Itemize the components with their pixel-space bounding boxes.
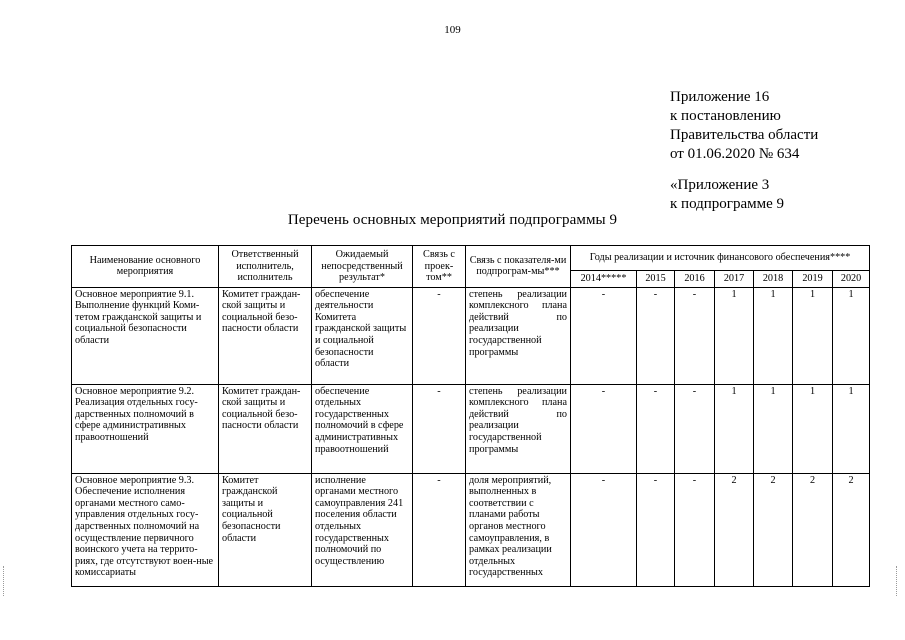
cell-year-value: 1 <box>833 384 870 473</box>
appendix-line: Правительства области <box>670 127 819 143</box>
cell-expected-result: обеспечение отдельных государственных полномочий в сфере административных правоотношений <box>312 384 413 473</box>
header-year: 2020 <box>833 271 870 288</box>
cell-measure-name: Основное мероприятие 9.2. Реализация отдельных госу-дарственных полномочий в сфере административных правоотношений <box>72 384 219 473</box>
appendix-header <box>670 88 818 164</box>
cell-year-value: 2 <box>754 473 793 586</box>
cell-year-value: 2 <box>793 473 833 586</box>
cell-indicators-link: доля мероприятий, выполненных в соответствии с планами работы органов местного самоуправления, в рамках реализации отдельных государственных <box>466 473 571 586</box>
cell-projects-link: - <box>413 384 466 473</box>
header-measure-name: Наименование основного мероприятия <box>72 246 219 288</box>
cell-year-value: - <box>637 384 675 473</box>
cell-year-value: - <box>637 287 675 384</box>
header-year: 2015 <box>637 271 675 288</box>
cell-projects-link: - <box>413 473 466 586</box>
header-year: 2019 <box>793 271 833 288</box>
cell-year-value: 1 <box>754 384 793 473</box>
document-title: Перечень основных мероприятий подпрограммы 9 <box>287 212 618 228</box>
cell-year-value: 1 <box>754 287 793 384</box>
table-row <box>72 473 870 586</box>
cell-indicators-link: степень реализации комплексного плана действий по реализации государственной программы <box>466 287 571 384</box>
appendix-line: к постановлению <box>670 108 781 124</box>
header-year: 2014***** <box>571 271 637 288</box>
cell-indicators-link: степень реализации комплексного плана действий по реализации государственной программы <box>466 384 571 473</box>
cell-executor: Комитет граждан-ской защиты и социальной безо-пасности области <box>219 287 312 384</box>
quoted-appendix-line: «Приложение 3 <box>670 177 770 193</box>
header-expected-result: Ожидаемый непосредственный результат* <box>312 246 413 288</box>
cell-year-value: 2 <box>833 473 870 586</box>
appendix-line: Приложение 16 <box>670 89 770 105</box>
cell-year-value: - <box>571 287 637 384</box>
scan-edge-mark-left <box>3 566 7 596</box>
table-header-row <box>72 246 870 271</box>
header-indicators-link: Связь с показателя-ми подпрограм-мы*** <box>466 246 571 288</box>
header-projects-link: Связь с проек-том** <box>413 246 466 288</box>
quoted-appendix-header <box>670 176 784 214</box>
measures-table <box>71 245 870 587</box>
header-executor: Ответственный исполнитель, исполнитель <box>219 246 312 288</box>
cell-year-value: - <box>675 287 715 384</box>
cell-year-value: 1 <box>793 287 833 384</box>
page-number: 109 <box>444 24 461 36</box>
cell-projects-link: - <box>413 287 466 384</box>
cell-year-value: 1 <box>715 384 754 473</box>
cell-measure-name: Основное мероприятие 9.3. Обеспечение исполнения органами местного само-управления отдельных госу-дарственных полномочий на осуществление первичного воинского учета на террито-риях, где отсутствуют воен-ные комиссариаты <box>72 473 219 586</box>
cell-year-value: 1 <box>833 287 870 384</box>
cell-expected-result: исполнение органами местного самоуправления 241 поселения области отдельных государственных полномочий по осуществлению <box>312 473 413 586</box>
cell-year-value: 2 <box>715 473 754 586</box>
cell-year-value: - <box>675 473 715 586</box>
appendix-line: от 01.06.2020 № 634 <box>670 146 800 162</box>
header-years-group: Годы реализации и источник финансового обеспечения**** <box>571 246 870 271</box>
header-year: 2017 <box>715 271 754 288</box>
cell-year-value: 1 <box>793 384 833 473</box>
header-year: 2016 <box>675 271 715 288</box>
cell-year-value: - <box>637 473 675 586</box>
table-row <box>72 384 870 473</box>
quoted-appendix-line: к подпрограмме 9 <box>670 196 784 212</box>
table-row <box>72 287 870 384</box>
cell-year-value: - <box>571 384 637 473</box>
cell-executor: Комитет гражданской защиты и социальной безопасности области <box>219 473 312 586</box>
scan-edge-mark-right <box>896 566 900 596</box>
cell-measure-name: Основное мероприятие 9.1. Выполнение функций Коми-тетом гражданской защиты и социальной безопасности области <box>72 287 219 384</box>
cell-executor: Комитет граждан-ской защиты и социальной безо-пасности области <box>219 384 312 473</box>
cell-year-value: 1 <box>715 287 754 384</box>
cell-year-value: - <box>571 473 637 586</box>
header-year: 2018 <box>754 271 793 288</box>
cell-expected-result: обеспечение деятельности Комитета гражданской защиты и социальной безопасности области <box>312 287 413 384</box>
cell-year-value: - <box>675 384 715 473</box>
